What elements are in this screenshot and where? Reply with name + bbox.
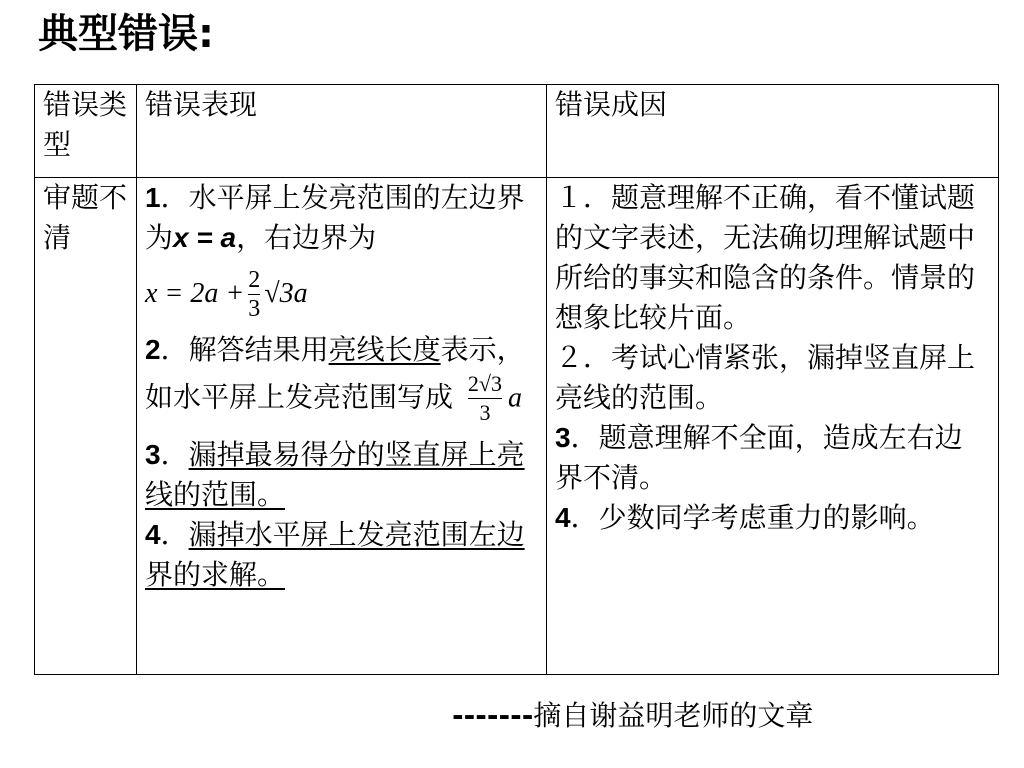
right-boundary-formula: x = 2a + $\frac{2}{3}$ √3a: [145, 266, 308, 322]
manifestation-item-3: 3．漏掉最易得分的竖直屏上亮线的范围。: [145, 438, 525, 511]
cause-item-3: 3．题意理解不全面，造成左右边界不清。: [555, 421, 963, 494]
page-title: 典型错误:: [38, 11, 214, 57]
source-attribution: -------摘自谢益明老师的文章: [452, 699, 814, 732]
cause-item-1: １．题意理解不正确，看不懂试题的文字表述，无法确切理解试题中所给的事实和隐含的条件。情景的想象比较片面。: [555, 181, 976, 334]
error-table: [34, 84, 999, 675]
table-header-row: [35, 85, 999, 178]
manifestation-item-1: 1．水平屏上发亮范围的左边界为x = a，右边界为: [145, 181, 525, 254]
cell-error-type: 审题不清: [35, 178, 137, 675]
manifestation-item-2: 2．解答结果用亮线长度表示，如水平屏上发亮范围写成 $\frac{2√3}{3}$ a: [145, 333, 525, 425]
header-error-manifestation: 错误表现: [137, 85, 547, 178]
header-error-type: 错误类型: [35, 85, 137, 178]
header-error-cause: 错误成因: [547, 85, 999, 178]
cell-causes: [547, 178, 999, 675]
written-as-fraction: $\frac{2√3}{3}$: [467, 371, 502, 425]
cell-manifestations: [137, 178, 547, 675]
manifestation-item-4: 4．漏掉水平屏上发亮范围左边界的求解。: [145, 518, 525, 591]
cause-item-4: 4．少数同学考虑重力的影响。: [555, 501, 935, 534]
formula-fraction: $\frac{2}{3}$: [248, 266, 261, 322]
cause-item-2: ２．考试心情紧张，漏掉竖直屏上亮线的范围。: [555, 341, 976, 414]
table-row: [35, 178, 999, 675]
left-boundary-var: x = a: [173, 222, 237, 253]
